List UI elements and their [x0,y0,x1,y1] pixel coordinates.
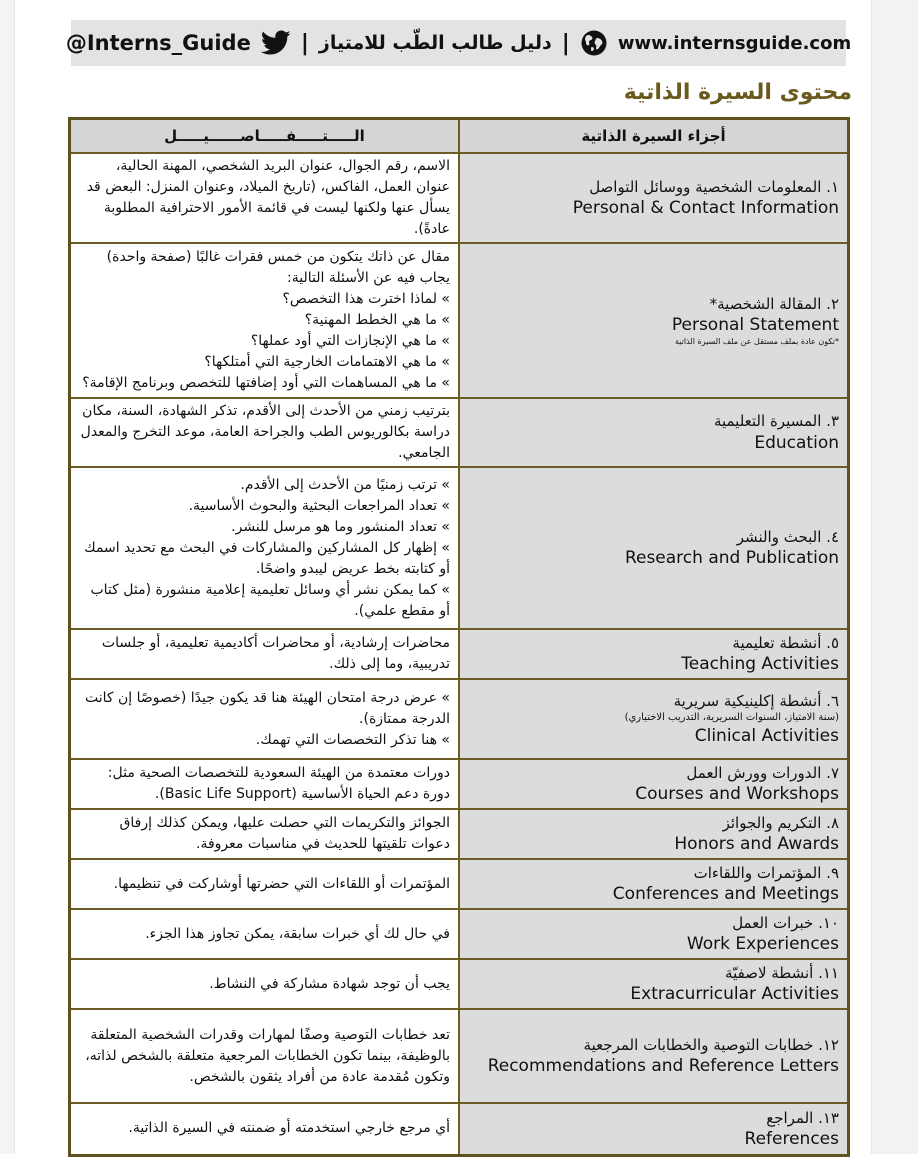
cv-part-cell [459,809,849,859]
column-header-details: الـــــتـــــفـــــاصــــــيـــــل [70,119,460,154]
detail-line: يجب أن توجد شهادة مشاركة في النشاط. [209,975,450,992]
website-link[interactable]: www.internsguide.com [617,32,852,54]
page-right-edge [871,0,918,1154]
detail-line: المؤتمرات أو اللقاءات التي حضرتها أوشاركت في تنظيمها. [113,875,450,892]
part-title-arabic: ١٣. المراجع [766,1108,839,1127]
part-title-english: Courses and Workshops [635,784,839,805]
table-row [70,629,849,679]
detail-line: » ما هي الخطط المهنية؟ [304,312,450,328]
header-arabic-title: دليل طالب الطّب للامتياز [318,32,552,54]
cv-detail-cell [70,398,460,467]
cv-part-cell [459,1103,849,1155]
page-title: محتوى السيرة الذاتية [623,80,852,105]
cv-contents-table [68,117,850,1157]
table-row [70,398,849,467]
part-title-english: Teaching Activities [681,654,839,675]
twitter-bird-icon [261,30,291,56]
part-title-english: Honors and Awards [674,834,839,855]
detail-line: » هنا تذكر التخصصات التي تهمك. [255,731,450,748]
detail-line: » عرض درجة امتحان الهيئة هنا قد يكون جيدًا (خصوصًا إن كانت الدرجة ممتازة). [85,689,450,727]
part-title-english: Extracurricular Activities [630,984,839,1005]
detail-line: » ما هي الإنجازات التي أود عملها؟ [250,333,450,349]
part-title-arabic: ٧. الدورات وورش العمل [686,763,839,782]
cv-part-cell [459,679,849,759]
detail-line: أي مرجع خارجي استخدمته أو ضمنته في السيرة الذاتية. [128,1120,450,1137]
part-title-english: Recommendations and Reference Letters [487,1056,839,1077]
header-bar [65,20,852,66]
part-title-arabic: ٥. أنشطة تعليمية [732,633,839,652]
cv-detail-cell [70,467,460,629]
detail-line: محاضرات إرشادية، أو محاضرات أكاديمية تعليمية، أو جلسات تدريبية، وما إلى ذلك. [101,635,450,672]
part-title-arabic: ٩. المؤتمرات واللقاءات [693,863,839,882]
detail-line: الجوائز والتكريمات التي حصلت عليها، ويمكن كذلك إرفاق دعوات تلقيتها للحديث في مناسبات معروفة. [119,815,450,852]
part-title-arabic: ٨. التكريم والجوائز [722,813,839,832]
header-separator: | [561,30,570,56]
table-row [70,243,849,398]
part-title-english: Clinical Activities [694,726,839,747]
cv-part-cell [459,243,849,398]
table-row [70,759,849,809]
detail-line: تعد خطابات التوصية وصفًا لمهارات وقدرات الشخصية المتعلقة بالوظيفة، بينما تكون الخطابات المرجعية متعلقة بالشخص لذاته، وتكون مُقدمة عادة من أفراد يثقون بالشخص. [85,1026,450,1085]
cv-detail-cell [70,153,460,243]
part-title-english: Personal Statement [671,314,839,335]
detail-line: » ترتب زمنيًا من الأحدث إلى الأقدم. [240,476,450,493]
detail-line: في حال لك أي خبرات سابقة، يمكن تجاوز هذا الجزء. [145,925,450,942]
part-title-arabic: ١. المعلومات الشخصية ووسائل التواصل [589,177,839,196]
part-title-english: Education [754,432,839,453]
globe-icon [580,29,608,57]
part-title-arabic: ١٠. خبرات العمل [732,913,839,932]
cv-detail-cell [70,959,460,1009]
cv-part-cell [459,1009,849,1103]
table-row [70,153,849,243]
part-title-english: Research and Publication [624,548,839,569]
detail-line: » ما هي المساهمات التي أود إضافتها للتخصص وبرنامج الإقامة؟ [82,375,450,391]
cv-detail-cell [70,679,460,759]
detail-line: » تعداد المنشور وما هو مرسل للنشر. [231,518,450,535]
cv-detail-cell [70,629,460,679]
detail-line: دورات معتمدة من الهيئة السعودية للتخصصات الصحية مثل: دورة دعم الحياة الأساسية (Basic Life Support). [107,765,450,802]
cv-part-cell [459,398,849,467]
page-left-edge [0,0,15,1154]
table-row [70,809,849,859]
cv-detail-cell [70,909,460,959]
detail-line: الاسم، رقم الجوال، عنوان البريد الشخصي، المهنة الحالية، عنوان العمل، الفاكس، (تاريخ الميلاد، وعنوان المنزل: البعض قد يسأل عنها ولكنها ليست في قائمة الأمور الاحترافية المطلوبة عادةً). [86,158,450,237]
cv-part-cell [459,153,849,243]
part-title-english: Personal & Contact Information [572,198,839,219]
part-title-arabic: ٣. المسيرة التعليمية [713,412,839,431]
cv-part-cell [459,859,849,909]
table-row [70,959,849,1009]
part-title-english: Conferences and Meetings [612,884,839,905]
cv-part-cell [459,759,849,809]
detail-line: » تعداد المراجعات البحثية والبحوث الأساسية. [188,497,450,514]
detail-line: » ما هي الاهتمامات الخارجية التي أمتلكها؟ [204,354,450,370]
column-header-parts: أجزاء السيرة الذاتية [459,119,849,154]
part-title-english: References [744,1128,839,1149]
part-title-arabic: ١١. أنشطة لاصفيّة [725,963,839,982]
cv-part-cell [459,629,849,679]
detail-line: » لماذا اخترت هذا التخصص؟ [282,291,450,307]
table-row [70,1103,849,1155]
detail-line: » إظهار كل المشاركين والمشاركات في البحث مع تحديد اسمك أو كتابته بخط عريض ليبدو واضحًا. [84,539,450,577]
detail-line: مقال عن ذاتك يتكون من خمس فقرات غالبًا (صفحة واحدة) يجاب فيه عن الأسئلة التالية: [106,249,450,286]
table-row [70,1009,849,1103]
cv-part-cell [459,467,849,629]
part-title-arabic: ٦. أنشطة إكلينيكية سريرية [673,691,839,710]
cv-part-cell [459,909,849,959]
cv-detail-cell [70,759,460,809]
detail-line: » كما يمكن نشر أي وسائل تعليمية إعلامية منشورة (مثل كتاب أو مقطع علمي). [90,581,450,619]
part-title-english: Work Experiences [686,934,839,955]
table-row [70,859,849,909]
cv-detail-cell [70,859,460,909]
part-title-arabic: ٤. البحث والنشر [736,527,839,546]
header-separator: | [300,30,309,56]
part-title-arabic: ٢. المقالة الشخصية* [709,294,839,313]
part-footnote: *تكون عادة بملف مستقل عن ملف السيرة الذاتية [674,337,839,347]
twitter-handle[interactable]: @Interns_Guide [65,31,251,55]
cv-part-cell [459,959,849,1009]
part-title-arabic: ١٢. خطابات التوصية والخطابات المرجعية [583,1035,839,1054]
detail-line: بترتيب زمني من الأحدث إلى الأقدم، تذكر الشهادة، السنة، مكان دراسة بكالوريوس الطب والجراحة العامة، موعد التخرج والمعدل الجامعي. [80,403,450,461]
cv-detail-cell [70,243,460,398]
part-subtitle-arabic: (سنة الامتياز، السنوات السريرية، التدريب الاختياري) [624,712,839,724]
cv-detail-cell [70,809,460,859]
cv-detail-cell [70,1103,460,1155]
cv-detail-cell [70,1009,460,1103]
table-row [70,679,849,759]
table-row [70,467,849,629]
table-row [70,909,849,959]
